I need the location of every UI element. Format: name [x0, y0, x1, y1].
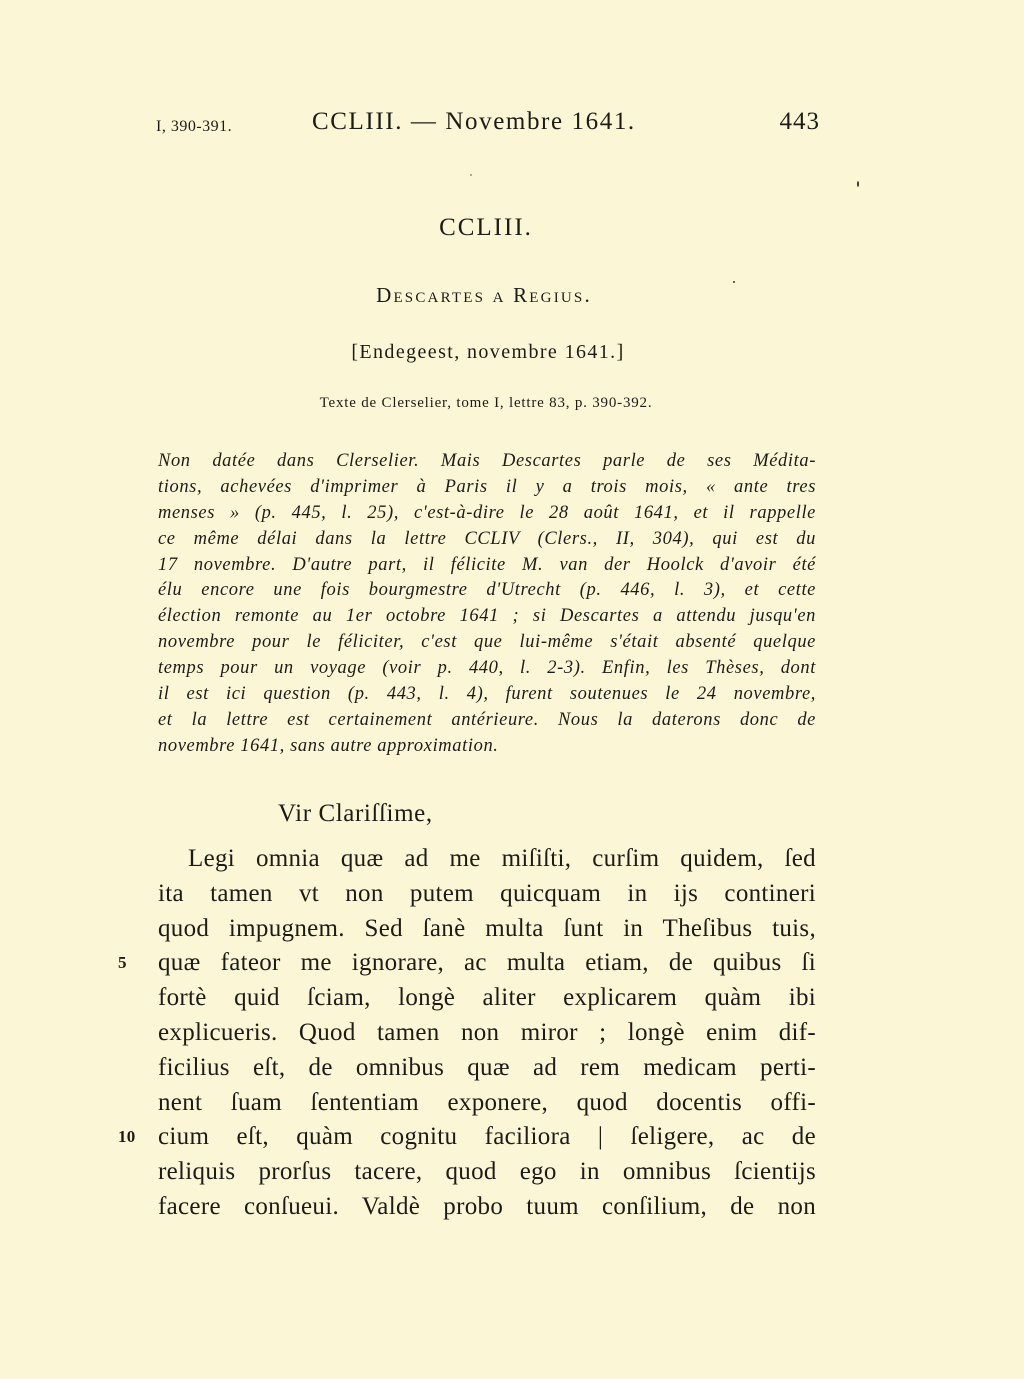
line-number: 10: [118, 1127, 136, 1147]
text-line: [118, 946, 816, 981]
line-text: explicueris. Quod tamen non miror ; longè enim dif-: [158, 1018, 816, 1046]
editorial-note: [158, 449, 816, 760]
print-speck: [733, 281, 735, 283]
line-text: Legi omnia quæ ad me miſiſti, curſim quidem, ſed: [188, 845, 816, 872]
note-line: tions, achevées d'imprimer à Paris il y a trois mois, « ante tres: [158, 476, 816, 497]
print-speck: [857, 181, 859, 187]
line-text: nent ſuam ſententiam exponere, quod docentis offi-: [158, 1088, 816, 1116]
text-line: [158, 981, 816, 1016]
note-line: novembre pour le féliciter, c'est que lui-même s'était absenté quelque: [158, 632, 816, 653]
line-text: fortè quid ſciam, longè aliter explicarem quàm ibi: [158, 984, 816, 1012]
letter-body: [118, 842, 816, 1225]
running-title: CCLIII. — Novembre 1641.: [312, 108, 636, 135]
text-line: [118, 1120, 816, 1155]
page-reference: I, 390-391.: [156, 118, 233, 135]
note-line: il est ici question (p. 443, l. 4), furent soutenues le 24 novembre,: [158, 684, 816, 705]
note-line: et la lettre est certainement antérieure. Nous la daterons donc de: [158, 709, 816, 730]
line-text: reliquis prorſus tacere, quod ego in omnibus ſcientijs: [158, 1158, 816, 1186]
note-line: novembre 1641, sans autre approximation.: [158, 735, 499, 756]
line-text: quod impugnem. Sed ſanè multa ſunt in Theſibus tuis,: [158, 914, 816, 942]
text-line: [158, 1086, 816, 1121]
letter-source: Texte de Clerselier, tome I, lettre 83, p. 390-392.: [319, 395, 653, 411]
print-speck: [470, 174, 472, 176]
text-line: [158, 1051, 816, 1086]
note-line: temps pour un voyage (voir p. 440, l. 2-3). Enfin, les Thèses, dont: [158, 658, 816, 679]
line-text: quæ fateor me ignorare, ac multa etiam, de quibus ſi: [158, 949, 816, 977]
line-text: ita tamen vt non putem quicquam in ijs contineri: [158, 879, 816, 907]
text-line: [158, 877, 816, 912]
text-line: [158, 912, 816, 947]
line-text: cium eſt, quàm cognitu faciliora | ſeligere, ac de: [158, 1123, 816, 1151]
text-line: [158, 842, 816, 877]
note-line: Non datée dans Clerselier. Mais Descartes parle de ses Médita-: [158, 451, 816, 471]
salutation: Vir Clariſſime,: [278, 800, 433, 827]
letter-place-date: [Endegeest, novembre 1641.]: [351, 341, 625, 363]
line-text: facere conſueui. Valdè probo tuum conſilium, de non: [158, 1192, 816, 1220]
line-text: ficilius eſt, de omnibus quæ ad rem medicam perti-: [158, 1053, 816, 1081]
text-line: [158, 1155, 816, 1190]
note-line: menses » (p. 445, l. 25), c'est-à-dire le 28 août 1641, et il rappelle: [158, 502, 816, 523]
note-line: 17 novembre. D'autre part, il félicite M. van der Hoolck d'avoir été: [158, 554, 816, 575]
letter-title: Descartes a Regius.: [376, 283, 592, 307]
running-header: [150, 108, 820, 144]
letter-number: CCLIII.: [439, 214, 533, 241]
note-line: élu encore une fois bourgmestre d'Utrecht (p. 446, l. 3), et cette: [158, 580, 816, 601]
note-line: ce même délai dans la lettre CCLIV (Clers., II, 304), qui est du: [158, 528, 816, 549]
text-line: [158, 1190, 816, 1225]
line-number: 5: [118, 953, 127, 973]
note-line: élection remonte au 1er octobre 1641 ; si Descartes a attendu jusqu'en: [158, 606, 816, 627]
text-line: [158, 1016, 816, 1051]
page-number: 443: [779, 108, 820, 135]
